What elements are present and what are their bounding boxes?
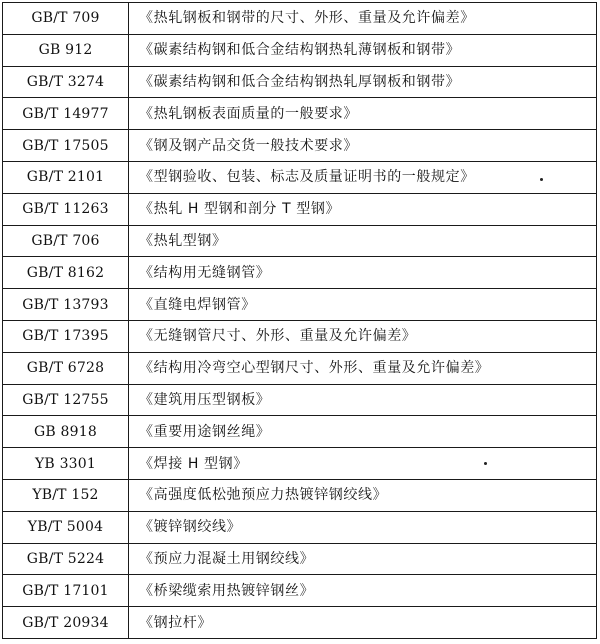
standard-title: 《重要用途钢丝绳》 <box>129 416 597 448</box>
standard-title: 《型钢验收、包装、标志及质量证明书的一般规定》 <box>129 161 597 193</box>
table-row <box>3 161 597 193</box>
standard-title: 《高强度低松弛预应力热镀锌钢绞线》 <box>129 479 597 511</box>
table-row <box>3 257 597 289</box>
table-row <box>3 511 597 543</box>
standard-code: YB/T 152 <box>3 479 129 511</box>
standard-title: 《钢及钢产品交货一般技术要求》 <box>129 130 597 162</box>
standard-code: GB 912 <box>3 34 129 66</box>
standard-title: 《结构用无缝钢管》 <box>129 257 597 289</box>
standard-code: GB/T 6728 <box>3 352 129 384</box>
standard-code: GB/T 2101 <box>3 161 129 193</box>
standard-code: GB/T 706 <box>3 225 129 257</box>
standard-title: 《直缝电焊钢管》 <box>129 289 597 321</box>
standard-code: GB/T 20934 <box>3 607 129 639</box>
standard-title: 《碳素结构钢和低合金结构钢热轧厚钢板和钢带》 <box>129 66 597 98</box>
table-row <box>3 225 597 257</box>
standard-title: 《桥梁缆索用热镀锌钢丝》 <box>129 575 597 607</box>
standard-code: YB 3301 <box>3 448 129 480</box>
table-row <box>3 289 597 321</box>
standard-title: 《建筑用压型钢板》 <box>129 384 597 416</box>
scan-speck <box>540 178 543 181</box>
standard-title: 《热轧钢板表面质量的一般要求》 <box>129 98 597 130</box>
table-row <box>3 193 597 225</box>
standard-code: GB/T 3274 <box>3 66 129 98</box>
standard-code: GB/T 14977 <box>3 98 129 130</box>
standard-code: GB/T 17101 <box>3 575 129 607</box>
standard-title: 《碳素结构钢和低合金结构钢热轧薄钢板和钢带》 <box>129 34 597 66</box>
table-row <box>3 34 597 66</box>
table-row <box>3 130 597 162</box>
table-row <box>3 607 597 639</box>
standard-code: GB/T 709 <box>3 3 129 35</box>
standard-code: GB/T 5224 <box>3 543 129 575</box>
standards-table-body <box>3 3 597 639</box>
table-row <box>3 3 597 35</box>
table-row <box>3 416 597 448</box>
standard-code: GB/T 17505 <box>3 130 129 162</box>
standard-title: 《热轧型钢》 <box>129 225 597 257</box>
standard-title: 《热轧钢板和钢带的尺寸、外形、重量及允许偏差》 <box>129 3 597 35</box>
table-row <box>3 320 597 352</box>
standard-code: GB/T 11263 <box>3 193 129 225</box>
table-row <box>3 448 597 480</box>
standard-code: GB/T 8162 <box>3 257 129 289</box>
standard-title: 《镀锌钢绞线》 <box>129 511 597 543</box>
table-row <box>3 575 597 607</box>
standard-title: 《热轧 H 型钢和剖分 T 型钢》 <box>129 193 597 225</box>
standard-title: 《焊接 H 型钢》 <box>129 448 597 480</box>
standard-code: YB/T 5004 <box>3 511 129 543</box>
standard-code: GB/T 13793 <box>3 289 129 321</box>
standard-title: 《结构用冷弯空心型钢尺寸、外形、重量及允许偏差》 <box>129 352 597 384</box>
standard-code: GB/T 12755 <box>3 384 129 416</box>
standards-table <box>2 2 597 639</box>
table-row <box>3 98 597 130</box>
table-row <box>3 384 597 416</box>
table-row <box>3 479 597 511</box>
table-row <box>3 66 597 98</box>
scan-speck <box>484 462 487 465</box>
standard-title: 《钢拉杆》 <box>129 607 597 639</box>
standard-code: GB/T 17395 <box>3 320 129 352</box>
table-row <box>3 352 597 384</box>
standard-title: 《无缝钢管尺寸、外形、重量及允许偏差》 <box>129 320 597 352</box>
table-row <box>3 543 597 575</box>
standard-code: GB 8918 <box>3 416 129 448</box>
standard-title: 《预应力混凝土用钢绞线》 <box>129 543 597 575</box>
